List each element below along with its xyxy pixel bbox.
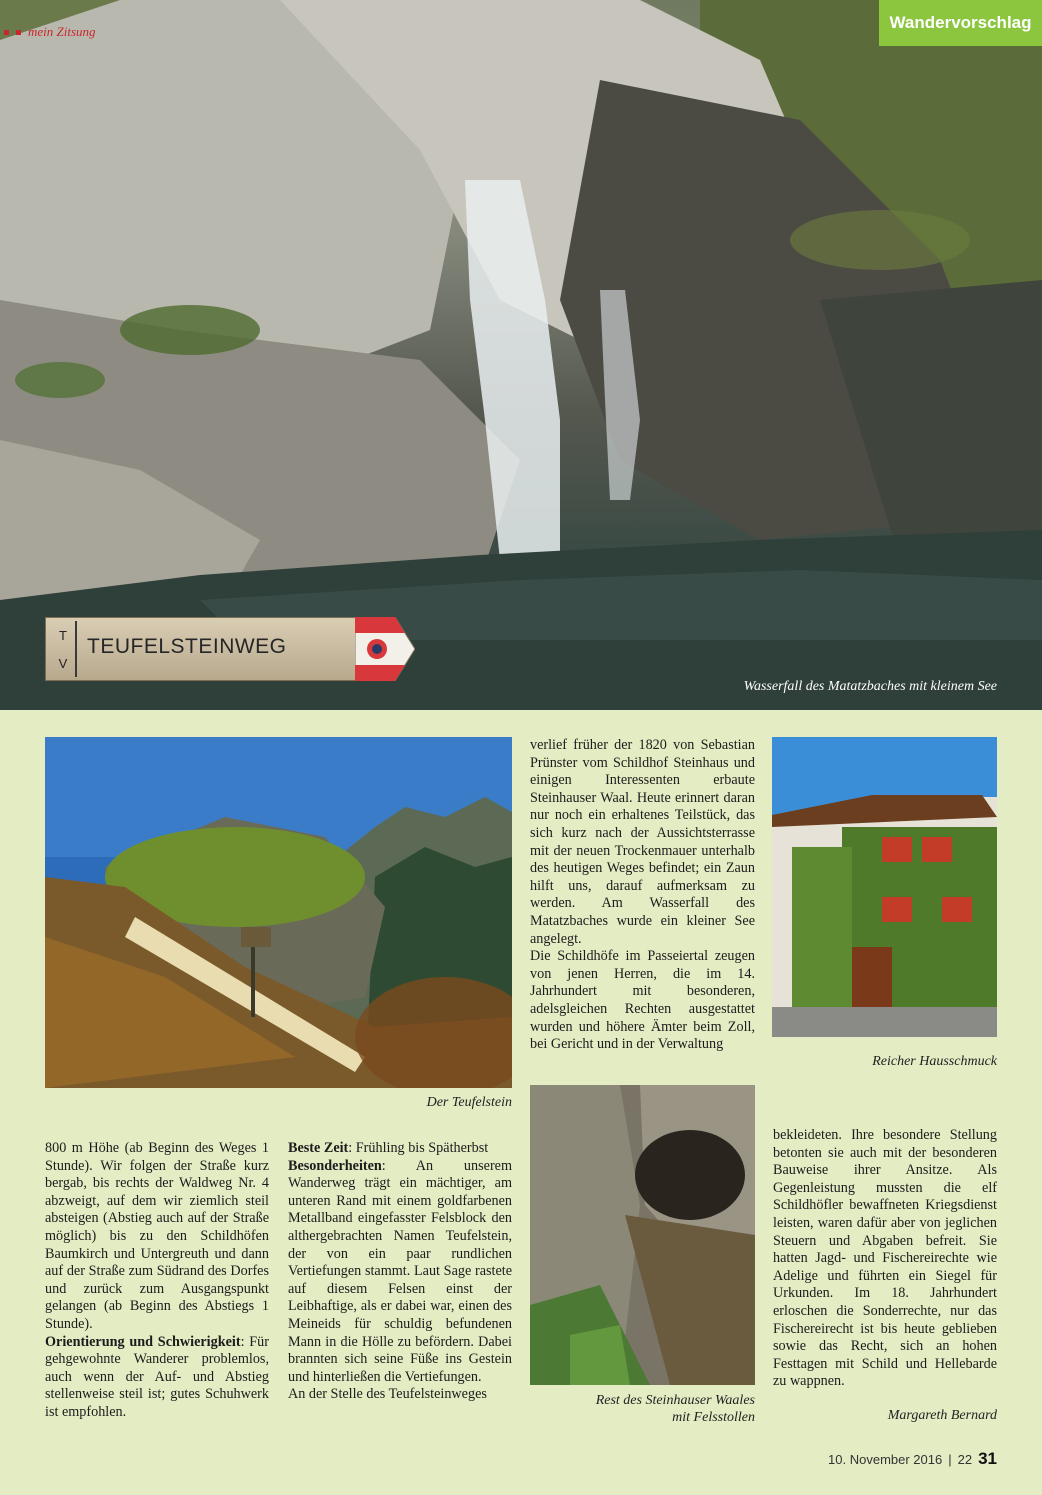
sign-tv-mark — [51, 621, 77, 677]
footer-issue: 22 — [957, 1451, 973, 1467]
caption-teufelstein: Der Teufelstein — [426, 1095, 512, 1110]
page-footer — [828, 1449, 997, 1469]
text-column-top-middle — [530, 737, 755, 1054]
brand-text: mein Zitsung — [28, 24, 96, 39]
teufelstein-illustration — [45, 737, 512, 1088]
sign-letter-v: V — [58, 655, 68, 671]
footer-separator: | — [948, 1451, 952, 1467]
paragraph-besonderheiten — [288, 1158, 512, 1387]
heading-beste-zeit: Beste Zeit — [288, 1140, 349, 1156]
caption-waal-line-2: mit Felsstollen — [672, 1410, 755, 1425]
hero-photo-waterfall — [0, 0, 1042, 710]
author-name: Margareth Bernard — [887, 1408, 997, 1423]
caption-waal — [530, 1392, 755, 1426]
page-number: 31 — [978, 1449, 997, 1468]
paragraph-schildhoefe: Die Schildhöfe im Passeiertal zeugen von jenen Herren, die im 14. Jahrhundert mit besonderen, adelsgleichen Rechten ausgestattet wurden und höhere Ämter beim Zoll, bei Gericht und in der Verwaltung — [530, 948, 755, 1053]
house-illustration — [772, 737, 997, 1037]
paragraph-beste-zeit — [288, 1140, 512, 1158]
waterfall-illustration — [0, 0, 1042, 710]
photo-waal — [530, 1085, 755, 1385]
heading-besonderheiten: Besonderheiten — [288, 1157, 382, 1174]
sign-letter-t: T — [59, 627, 67, 643]
paragraph-route: 800 m Höhe (ab Beginn des Weges 1 Stunde). Wir folgen der Straße kurz bergab, bis rechts der Waldweg Nr. 4 abzweigt, auf dem wir ziemlich steil absteigen (Abstieg auch auf der Straße möglich) bis zu den Schildhöfen Baumkirch und Untergreuth und dann auf der Straße zum Südrand des Dorfes und zurück zum Ausgangspunkt gelangen (ab Beginn des Abstiegs 1 Stunde). — [45, 1140, 269, 1332]
hero-caption: Wasserfall des Matatzbaches mit kleinem See — [743, 679, 997, 694]
paragraph-orientierung — [45, 1334, 269, 1422]
heading-orientierung: Orientierung und Schwierigkeit — [45, 1333, 241, 1350]
sign-arrow-icon — [355, 617, 415, 681]
photo-teufelstein — [45, 737, 512, 1088]
footer-date: 10. November 2016 — [828, 1451, 943, 1467]
text-column-4 — [773, 1127, 997, 1391]
caption-hausschmuck: Reicher Hausschmuck — [872, 1054, 997, 1069]
caption-waal-line-1: Rest des Steinhauser Waales — [595, 1393, 755, 1408]
paragraph-waal: verlief früher der 1820 von Sebastian Prünster vom Schildhof Steinhaus und einigen Interessenten erbaute Steinhauser Waal. Heute erinnert daran nur noch ein erhaltenes Teilstück, das sich kurz nach der Aussichtsterrasse mit der neuen Trockenmauer unterhalb des heutigen Weges befindet; ein Zaun hilft uns, darauf aufmerksam zu werden. Am Wasserfall des Matatzbaches wurde ein kleiner See angelegt. — [530, 737, 755, 947]
paragraph-stelle: An der Stelle des Teufelsteinweges — [288, 1386, 487, 1403]
trail-sign — [45, 617, 415, 681]
photo-hausschmuck — [772, 737, 997, 1037]
sign-text: TEUFELSTEINWEG — [87, 635, 287, 658]
section-tag: Wandervorschlag — [879, 0, 1042, 46]
paragraph-schildhoefler: bekleideten. Ihre besondere Stellung betonten sie auch mit der besonderen Bauweise ihrer Ansitze. Als Gegenleistung mussten die elf Schildhöfler bewaffneten Kriegsdienst leisten, waren dafür aber von jeglichen Steuern und Abgaben befreit. Sie hatten Jagd- und Fischereirechte wie Adelige und führten ein Siegel für Urkunden. Im 18. Jahrhundert erloschen die Sonderrechte, nur das Fischereirecht ist bis heute geblieben sowie das Recht, sich an hohen Festtagen mit Schild und Hellebarde zu wappnen. — [773, 1127, 997, 1390]
text-orientierung: : Für gehgewohnte Wanderer problemlos, auch wenn der Auf- und Abstieg stellenweise steil ist; gutes Schuhwerk ist empfohlen. — [45, 1333, 269, 1420]
text-beste-zeit: : Frühling bis Spätherbst — [348, 1140, 489, 1156]
brand-logo — [4, 24, 96, 40]
text-column-1 — [45, 1140, 269, 1422]
tunnel-illustration — [530, 1085, 755, 1385]
text-column-2 — [288, 1140, 512, 1404]
text-besonderheiten: : An unserem Wanderweg trägt ein mächtiger, am unteren Rand mit einem goldfarbenen Metallband eingefasster Felsblock den althergebrachten Namen Teufelstein, der von ein paar rundlichen Vertiefungen stammt. Laut Sage rastete auf diesem Felsen einst der Leibhaftige, als er dabei war, einen des Meineids für schuldig befundenen Mann in die Hölle zu befördern. Dabei brannten sich seine Füße ins Gestein und hinterließen die Vertiefungen. — [288, 1157, 512, 1385]
